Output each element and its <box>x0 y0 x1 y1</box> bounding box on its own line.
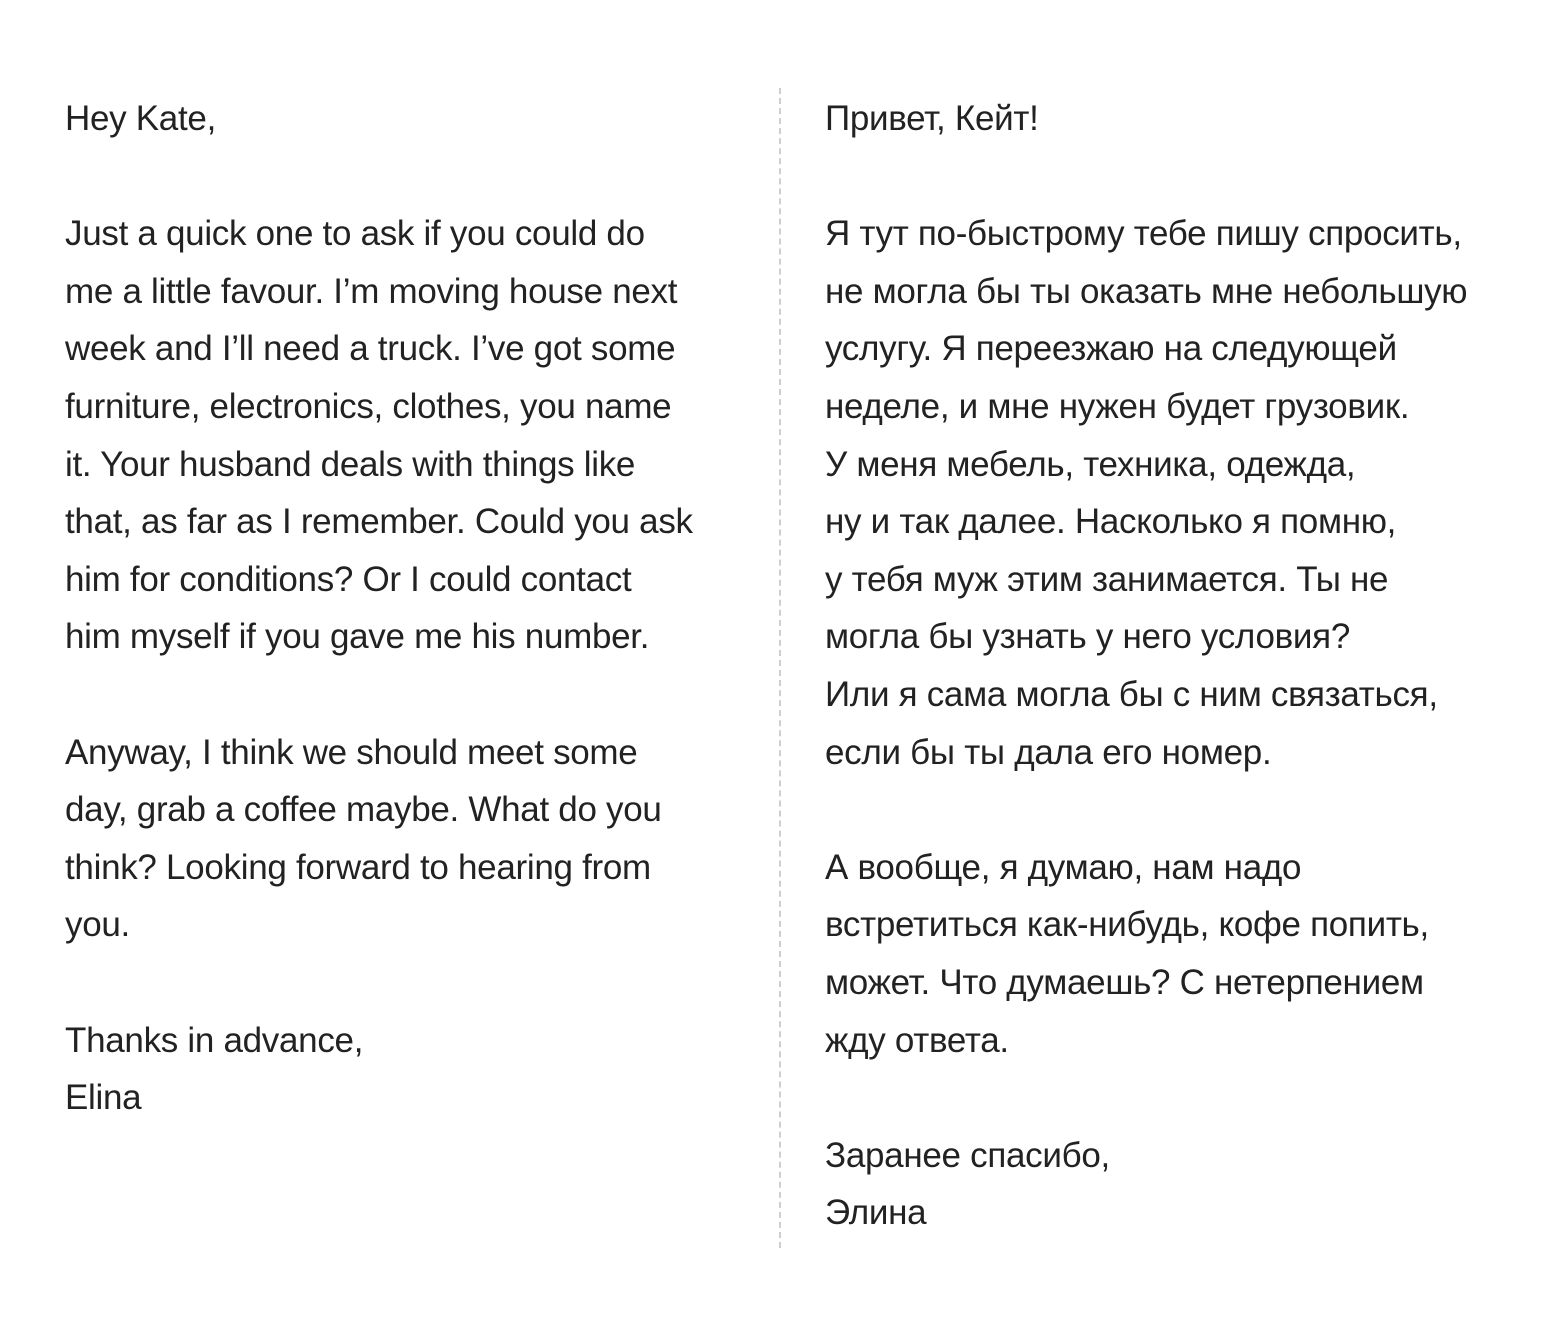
text-line: жду ответа. <box>825 1020 1009 1060</box>
russian-letter <box>825 90 1525 1242</box>
text-line: Или я сама могла бы с ним связаться, <box>825 674 1438 714</box>
text-line: day, grab a coffee maybe. What do you <box>65 790 662 830</box>
paragraph-gap <box>65 954 755 1012</box>
text-line: furniture, electronics, clothes, you name <box>65 386 672 426</box>
closing: Заранее спасибо, <box>825 1135 1110 1175</box>
text-line: могла бы узнать у него условия? <box>825 617 1350 657</box>
text-line: it. Your husband deals with things like <box>65 444 636 484</box>
text-line: может. Что думаешь? С нетерпением <box>825 962 1424 1002</box>
text-line: неделе, и мне нужен будет грузовик. <box>825 386 1410 426</box>
greeting: Привет, Кейт! <box>825 99 1039 138</box>
paragraph-request <box>825 205 1525 781</box>
text-line: А вообще, я думаю, нам надо <box>825 847 1302 887</box>
text-line: think? Looking forward to hearing from <box>65 847 651 887</box>
paragraph-request <box>65 205 755 666</box>
text-line: У меня мебель, техника, одежда, <box>825 444 1356 484</box>
text-line: если бы ты дала его номер. <box>825 732 1272 772</box>
closing: Thanks in advance, <box>65 1020 364 1060</box>
paragraph-gap <box>825 781 1525 839</box>
text-line: you. <box>65 905 130 945</box>
signature: Elina <box>65 1078 142 1118</box>
paragraph-meeting <box>65 724 755 954</box>
paragraph-gap <box>65 666 755 724</box>
signature: Элина <box>825 1193 927 1233</box>
text-line: услугу. Я переезжаю на следующей <box>825 329 1397 369</box>
paragraph-meeting <box>825 839 1525 1069</box>
text-line: him myself if you gave me his number. <box>65 617 650 657</box>
text-line: that, as far as I remember. Could you ask <box>65 502 693 542</box>
text-line: у тебя муж этим занимается. Ты не <box>825 559 1389 599</box>
column-divider <box>779 88 781 1248</box>
text-line: ну и так далее. Насколько я помню, <box>825 502 1397 542</box>
paragraph-gap <box>825 148 1525 206</box>
english-letter <box>65 90 755 1127</box>
paragraph-gap <box>65 148 755 206</box>
text-line: встретиться как-нибудь, кофе попить, <box>825 905 1429 945</box>
greeting: Hey Kate, <box>65 99 216 138</box>
text-line: не могла бы ты оказать мне небольшую <box>825 271 1468 311</box>
text-line: him for conditions? Or I could contact <box>65 559 632 599</box>
text-line: Я тут по-быстрому тебе пишу спросить, <box>825 214 1462 254</box>
paragraph-gap <box>825 1069 1525 1127</box>
text-line: Anyway, I think we should meet some <box>65 732 638 772</box>
text-line: Just a quick one to ask if you could do <box>65 214 645 254</box>
text-line: week and I’ll need a truck. I’ve got some <box>65 329 676 369</box>
text-line: me a little favour. I’m moving house next <box>65 271 678 311</box>
